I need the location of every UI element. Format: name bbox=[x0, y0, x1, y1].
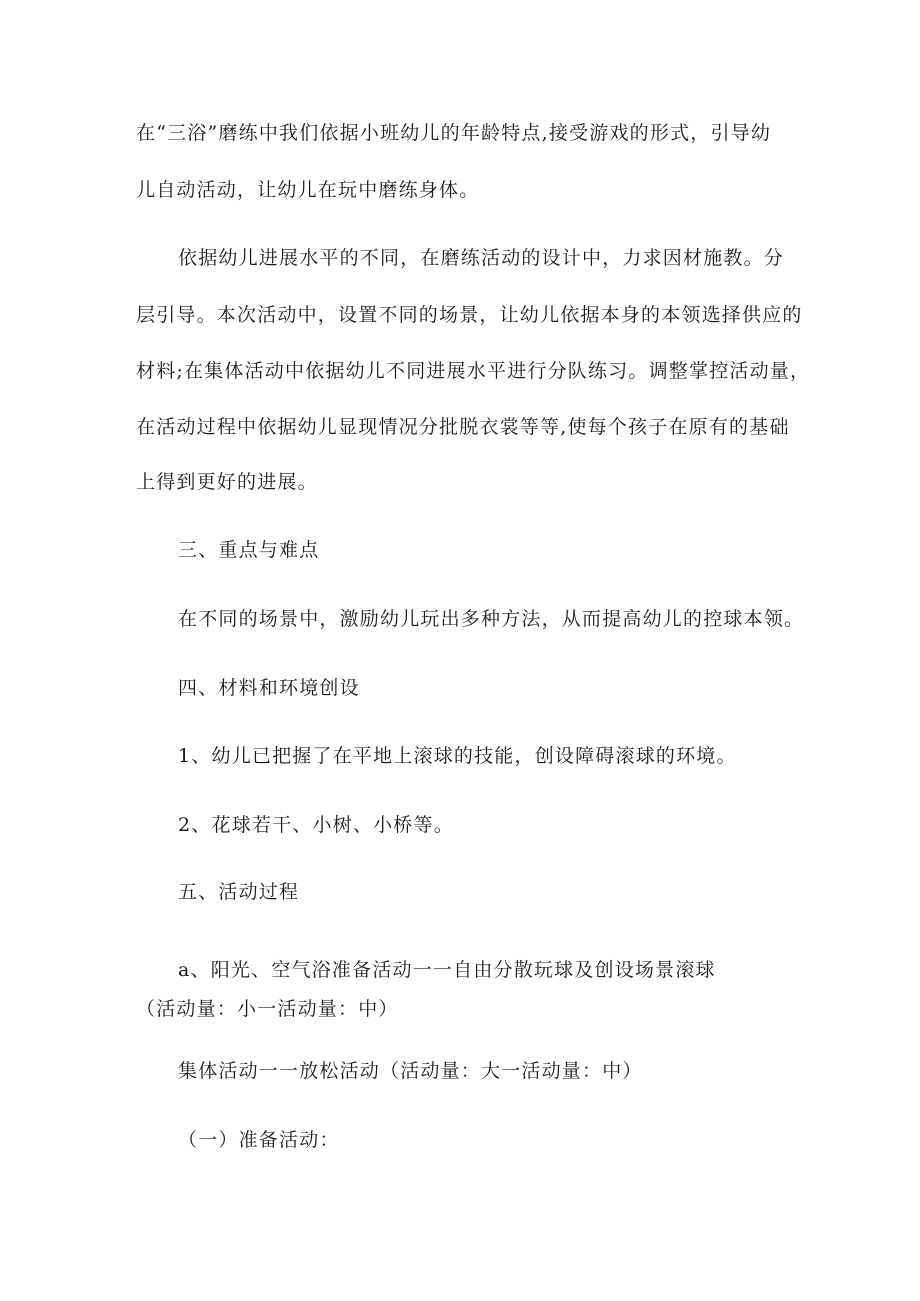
text-line: 材料;在集体活动中依据幼儿不同进展水平进行分队练习。调整掌控活动量， bbox=[136, 360, 811, 382]
text-line: a、阳光、空气浴准备活动一一自由分散玩球及创设场景滚球 bbox=[178, 959, 716, 981]
list-item: 2、花球若干、小树、小桥等。 bbox=[178, 814, 454, 836]
text-line: 上得到更好的进展。 bbox=[136, 471, 318, 493]
text-line: 集体活动一一放松活动（活动量：大一活动量：中） bbox=[178, 1060, 643, 1082]
text-line: 在活动过程中依据幼儿显现情况分批脱衣裳等等,使每个孩子在原有的基础 bbox=[136, 416, 790, 438]
section-heading: 三、重点与难点 bbox=[178, 539, 320, 561]
text-line: 层引导。本次活动中，设置不同的场景，让幼儿依据本身的本领选择供应的 bbox=[136, 304, 803, 326]
section-heading: 四、材料和环境创设 bbox=[178, 677, 360, 699]
text-line: （活动量：小一活动量：中） bbox=[136, 998, 399, 1020]
section-heading: 五、活动过程 bbox=[178, 881, 300, 903]
list-item: 1、幼儿已把握了在平地上滚球的技能，创设障碍滚球的环境。 bbox=[178, 745, 737, 767]
text-line: 依据幼儿进展水平的不同，在磨练活动的设计中，力求因材施教。分 bbox=[178, 247, 785, 269]
text-line: 在不同的场景中，激励幼儿玩出多种方法，从而提高幼儿的控球本领。 bbox=[178, 608, 805, 630]
text-line: 在“三浴”磨练中我们依据小班幼儿的年龄特点,接受游戏的形式，引导幼 bbox=[136, 122, 772, 144]
sub-heading: （一）准备活动： bbox=[178, 1129, 340, 1151]
text-line: 儿自动活动，让幼儿在玩中磨练身体。 bbox=[136, 179, 480, 201]
